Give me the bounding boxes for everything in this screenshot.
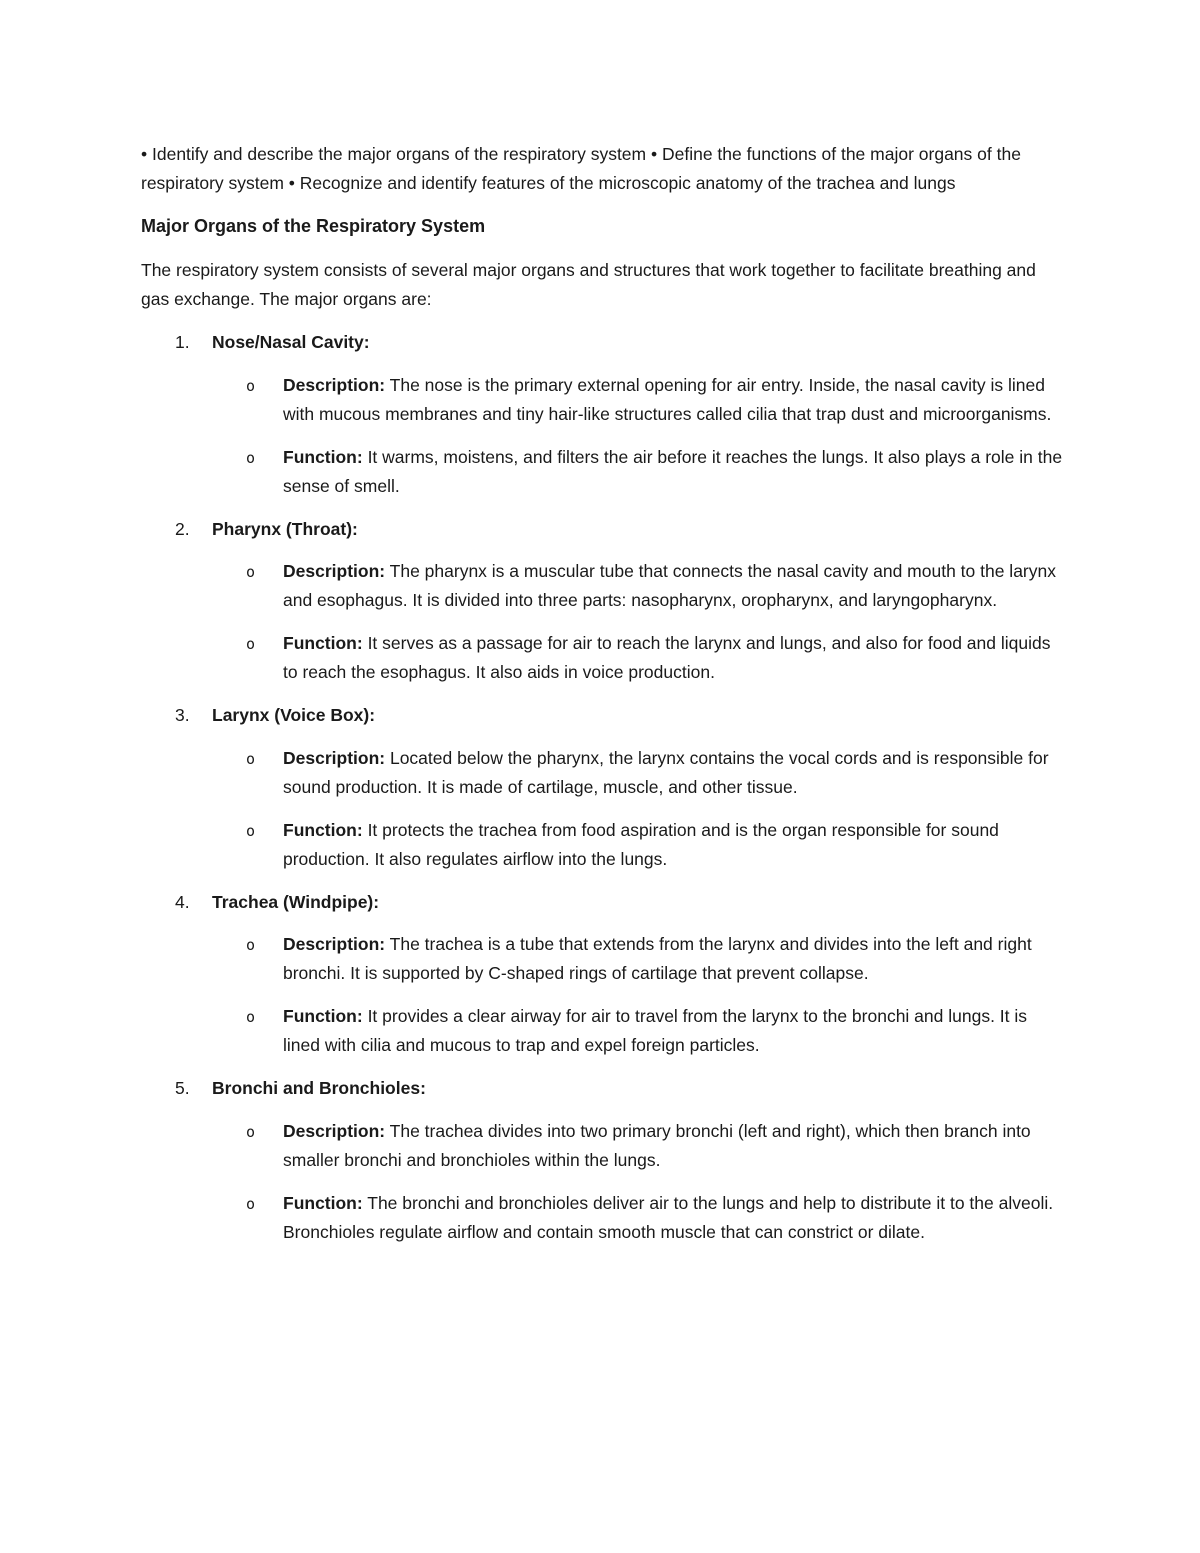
organ-item-nose (141, 328, 1066, 501)
sub-bullet-marker: o (246, 376, 256, 395)
sub-bullet-marker: o (246, 563, 256, 581)
sub-bullet-marker: o (246, 448, 256, 467)
function-text: It warms, moistens, and filters the air before it reaches the lungs. It also plays a role in the sense of smell. (283, 446, 1063, 496)
function-label: Function: (283, 1192, 363, 1213)
document-page (141, 140, 1066, 1261)
organ-function (212, 629, 1066, 687)
organ-item-bronchi (141, 1074, 1066, 1247)
function-label: Function: (283, 819, 363, 840)
sub-bullet-marker: o (246, 1194, 256, 1213)
organ-title: Pharynx (Throat): (212, 518, 358, 539)
list-number: 2. (175, 518, 190, 539)
organ-item-pharynx (141, 515, 1066, 688)
description-text: The nose is the primary external opening for air entry. Inside, the nasal cavity is lined with mucous membranes and tiny hair-like structures called cilia that trap dust and microorganisms. (283, 374, 1052, 424)
description-text: The pharynx is a muscular tube that connects the nasal cavity and mouth to the larynx and esophagus. It is divided into three parts: nasopharynx, oropharynx, and laryngopharynx. (283, 561, 1056, 610)
sub-bullet-marker: o (246, 749, 256, 768)
organ-function (212, 816, 1066, 874)
function-text: It protects the trachea from food aspiration and is the organ responsible for sound production. It also regulates airflow into the lungs. (283, 819, 999, 869)
organ-details (212, 557, 1066, 687)
organ-title: Trachea (Windpipe): (212, 891, 380, 912)
organ-item-trachea (141, 888, 1066, 1061)
organ-details (212, 1117, 1066, 1247)
organ-title: Nose/Nasal Cavity: (212, 332, 370, 352)
organ-function (212, 1189, 1066, 1247)
list-number: 4. (175, 891, 190, 912)
sub-bullet-marker: o (246, 821, 256, 840)
description-label: Description: (283, 934, 386, 954)
description-text: Located below the pharynx, the larynx contains the vocal cords and is responsible for sound production. It is made of cartilage, muscle, and other tissue. (283, 747, 1049, 797)
list-number: 3. (175, 705, 190, 725)
sub-bullet-marker: o (246, 936, 256, 954)
organ-description (212, 371, 1066, 429)
function-label: Function: (283, 446, 363, 467)
organ-description (212, 744, 1066, 802)
organ-details (212, 371, 1066, 501)
function-label: Function: (283, 1006, 363, 1026)
learning-objectives: • Identify and describe the major organs of the respiratory system • Define the functions of the major organs of the respiratory system • Recognize and identify features of the microscopic anatomy of the trachea and lungs (141, 144, 1021, 193)
organ-details (212, 930, 1066, 1060)
sub-bullet-marker: o (246, 1122, 256, 1141)
function-text: It serves as a passage for air to reach the larynx and lungs, and also for food and liquids to reach the esophagus. It also aids in voice production. (283, 633, 1051, 682)
organ-function (212, 443, 1066, 501)
function-text: The bronchi and bronchioles deliver air to the lungs and help to distribute it to the alveoli. Bronchioles regulate airflow and contain smooth muscle that can constrict or dilate. (283, 1192, 1054, 1242)
sub-bullet-marker: o (246, 635, 256, 653)
description-label: Description: (283, 561, 386, 581)
organ-description (212, 930, 1066, 988)
organ-description (212, 557, 1066, 615)
description-label: Description: (283, 374, 386, 395)
organ-list (141, 328, 1066, 1247)
list-number: 1. (175, 332, 190, 352)
section-heading: Major Organs of the Respiratory System (141, 216, 486, 236)
description-label: Description: (283, 747, 386, 768)
organ-item-larynx (141, 701, 1066, 874)
function-label: Function: (283, 633, 363, 653)
description-text: The trachea is a tube that extends from the larynx and divides into the left and right bronchi. It is supported by C-shaped rings of cartilage that prevent collapse. (283, 934, 1032, 983)
intro-paragraph: The respiratory system consists of several major organs and structures that work together to facilitate breathing and gas exchange. The major organs are: (141, 260, 1036, 309)
function-text: It provides a clear airway for air to travel from the larynx to the bronchi and lungs. It is lined with cilia and mucous to trap and expel foreign particles. (283, 1006, 1028, 1055)
organ-description (212, 1117, 1066, 1175)
description-text: The trachea divides into two primary bronchi (left and right), which then branch into smaller bronchi and bronchioles within the lungs. (283, 1120, 1031, 1170)
organ-function (212, 1002, 1066, 1060)
organ-title: Bronchi and Bronchioles: (212, 1078, 426, 1098)
organ-details (212, 744, 1066, 874)
sub-bullet-marker: o (246, 1008, 256, 1026)
list-number: 5. (175, 1078, 190, 1098)
organ-title: Larynx (Voice Box): (212, 705, 376, 725)
description-label: Description: (283, 1120, 386, 1141)
